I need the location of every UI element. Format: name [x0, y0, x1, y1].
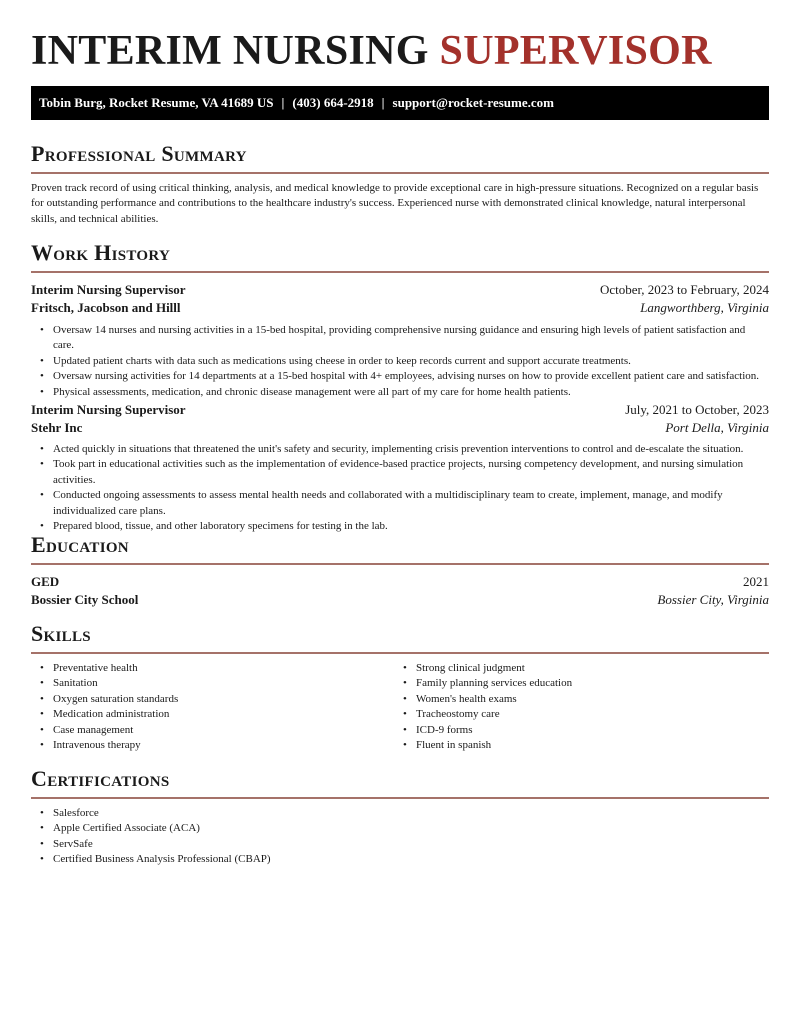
contact-bar	[31, 86, 769, 120]
education-degree: GED	[31, 574, 60, 589]
skill-item: • Case management	[53, 723, 383, 738]
job-company: Stehr Inc	[31, 420, 83, 435]
certifications-list	[53, 806, 769, 868]
list-item: • Prepared blood, tissue, and other laboratory specimens for testing in the lab.	[53, 519, 769, 534]
education-heading: Education	[31, 532, 129, 557]
skills-right-list	[416, 661, 766, 753]
list-item: • Oversaw nursing activities for 14 departments at a 15-bed hospital with 4+ employees, advising nurses on how to provide excellent patient care and satisfaction.	[53, 369, 769, 384]
job-title: Interim Nursing Supervisor	[31, 282, 186, 297]
skill-item: • Medication administration	[53, 707, 383, 722]
list-item: • Updated patient charts with data such as medications using cheese in order to keep records current and support accurate treatments.	[53, 354, 769, 369]
education-divider	[31, 563, 769, 565]
job-1-company-row	[31, 299, 769, 317]
job-dates: July, 2021 to October, 2023	[625, 402, 769, 417]
skill-item: • Intravenous therapy	[53, 738, 383, 753]
summary-divider	[31, 172, 769, 174]
skills-heading: Skills	[31, 621, 91, 646]
skill-item: • Family planning services education	[416, 676, 766, 691]
job-1-title-row	[31, 281, 769, 299]
skills-divider	[31, 652, 769, 654]
skill-item: • Strong clinical judgment	[416, 661, 766, 676]
skill-item: • ICD-9 forms	[416, 723, 766, 738]
contact-email[interactable]: support@rocket-resume.com	[392, 95, 554, 110]
job-title: Interim Nursing Supervisor	[31, 402, 186, 417]
resume-title	[31, 28, 712, 74]
education-degree-row	[31, 573, 769, 591]
education-year: 2021	[743, 574, 769, 589]
work-history-divider	[31, 271, 769, 273]
contact-phone[interactable]: (403) 664-2918	[292, 95, 374, 110]
summary-heading: Professional Summary	[31, 141, 247, 166]
skill-item: • Sanitation	[53, 676, 383, 691]
job-location: Langworthberg, Virginia	[640, 300, 769, 315]
skill-item: • Oxygen saturation standards	[53, 692, 383, 707]
summary-text: Proven track record of using critical thinking, analysis, and medical knowledge to provide exceptional care in high-pressure situations. Recognized on a regular basis for outstanding performance and contributions to the healthcare industry's success. Experienced nurse with demonstrated clinical knowledge, natural interpersonal skills, and technical abilities.	[31, 182, 759, 225]
education-location: Bossier City, Virginia	[657, 592, 769, 607]
certification-item: • Salesforce	[53, 806, 769, 821]
job-2-title-row	[31, 401, 769, 419]
job-dates: October, 2023 to February, 2024	[599, 282, 769, 297]
job-2-bullets	[53, 442, 769, 534]
skill-item: • Women's health exams	[416, 692, 766, 707]
education-school-row	[31, 591, 769, 609]
work-history-heading: Work History	[31, 240, 171, 265]
certification-item: • ServSafe	[53, 837, 769, 852]
list-item: • Conducted ongoing assessments to assess mental health needs and collaborated with a multidisciplinary team to create, implement, manage, and modify individualized care plans.	[53, 488, 769, 519]
list-item: • Physical assessments, medication, and chronic disease management were all part of my care for home health patients.	[53, 385, 769, 400]
skills-left-list	[53, 661, 383, 753]
skill-item: • Tracheostomy care	[416, 707, 766, 722]
list-item: • Oversaw 14 nurses and nursing activities in a 15-bed hospital, providing comprehensive nursing guidance and ensuring high levels of patient satisfaction and care.	[53, 323, 769, 354]
title-accent: SUPERVISOR	[439, 28, 712, 74]
contact-separator: |	[381, 95, 385, 110]
job-location: Port Della, Virginia	[665, 420, 769, 435]
skill-item: • Preventative health	[53, 661, 383, 676]
list-item: • Acted quickly in situations that threatened the unit's safety and security, implementing crisis prevention interventions to control and de-escalate the situation.	[53, 442, 769, 457]
certifications-divider	[31, 797, 769, 799]
job-company: Fritsch, Jacobson and Hilll	[31, 300, 181, 315]
certification-item: • Certified Business Analysis Professional (CBAP)	[53, 852, 769, 867]
skill-item: • Fluent in spanish	[416, 738, 766, 753]
contact-name-address: Tobin Burg, Rocket Resume, VA 41689 US	[39, 95, 274, 110]
certifications-heading: Certifications	[31, 766, 170, 791]
job-2-company-row	[31, 419, 769, 437]
contact-separator: |	[281, 95, 285, 110]
title-main: INTERIM NURSING	[31, 28, 429, 74]
job-1-bullets	[53, 323, 769, 400]
certification-item: • Apple Certified Associate (ACA)	[53, 821, 769, 836]
list-item: • Took part in educational activities such as the implementation of evidence-based practice projects, nursing competency development, and nursing simulation activities.	[53, 457, 769, 488]
education-school: Bossier City School	[31, 592, 139, 607]
